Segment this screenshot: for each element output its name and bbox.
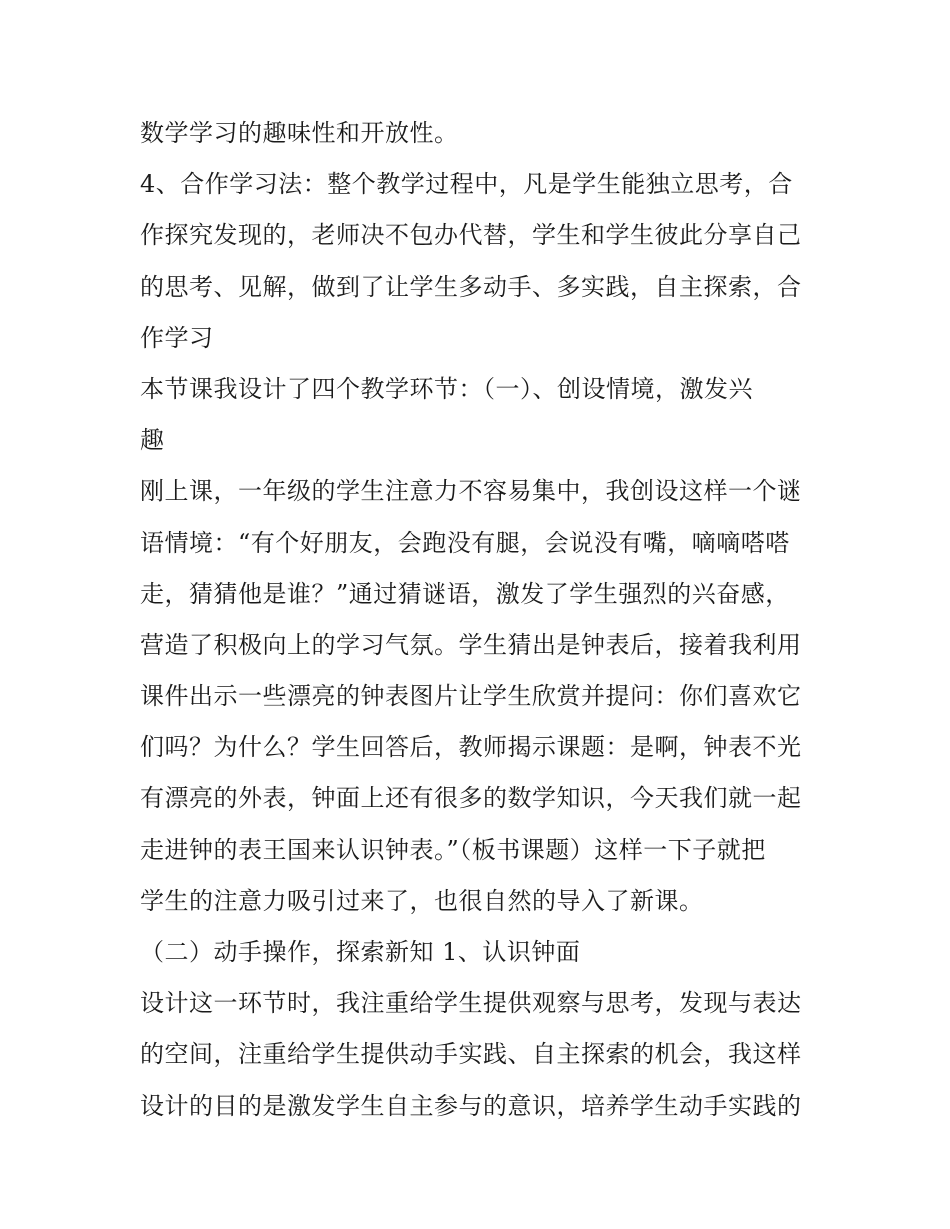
text-line: 设计这一环节时，我注重给学生提供观察与思考，发现与表达 xyxy=(140,989,802,1018)
text-line: 营造了积极向上的学习气氛。学生猜出是钟表后，接着我利用 xyxy=(140,630,802,659)
text-line: 本节课我设计了四个教学环节：（一）、创设情境，激发兴 xyxy=(140,374,753,403)
text-line: 的空间，注重给学生提供动手实践、自主探索的机会，我这样 xyxy=(140,1040,802,1069)
text-line: 学生的注意力吸引过来了，也很自然的导入了新课。 xyxy=(140,886,704,915)
text-line: 数学学习的趣味性和开放性。 xyxy=(140,119,459,147)
text-line: 语情境：“有个好朋友，会跑没有腿，会说没有嘴，嘀嘀嗒嗒 xyxy=(140,528,790,557)
text-line: 作学习 xyxy=(140,323,214,352)
text-line: 们吗？为什么？学生回答后，教师揭示课题：是啊，钟表不光 xyxy=(140,733,802,762)
text-line: 走进钟的表王国来认识钟表。”（板书课题）这样一下子就把 xyxy=(140,835,766,864)
text-line: 有漂亮的外表，钟面上还有很多的数学知识，今天我们就一起 xyxy=(140,784,802,813)
document-body xyxy=(140,108,820,1132)
text-line: 趣 xyxy=(140,426,165,455)
text-line: 的思考、见解，做到了让学生多动手、多实践，自主探索，合 xyxy=(140,272,802,301)
text-line: 4、合作学习法：整个教学过程中，凡是学生能独立思考，合 xyxy=(140,170,793,199)
text-line: 课件出示一些漂亮的钟表图片让学生欣赏并提问：你们喜欢它 xyxy=(140,682,802,711)
text-line: 刚上课，一年级的学生注意力不容易集中，我创设这样一个谜 xyxy=(140,477,802,506)
text-line: 走，猜猜他是谁？”通过猜谜语，激发了学生强烈的兴奋感， xyxy=(140,579,790,608)
text-line: 设计的目的是激发学生自主参与的意识，培养学生动手实践的 xyxy=(140,1091,802,1120)
text-line: （二）动手操作，探索新知 1、认识钟面 xyxy=(140,938,581,966)
text-line: 作探究发现的，老师决不包办代替，学生和学生彼此分享自己 xyxy=(140,221,802,250)
